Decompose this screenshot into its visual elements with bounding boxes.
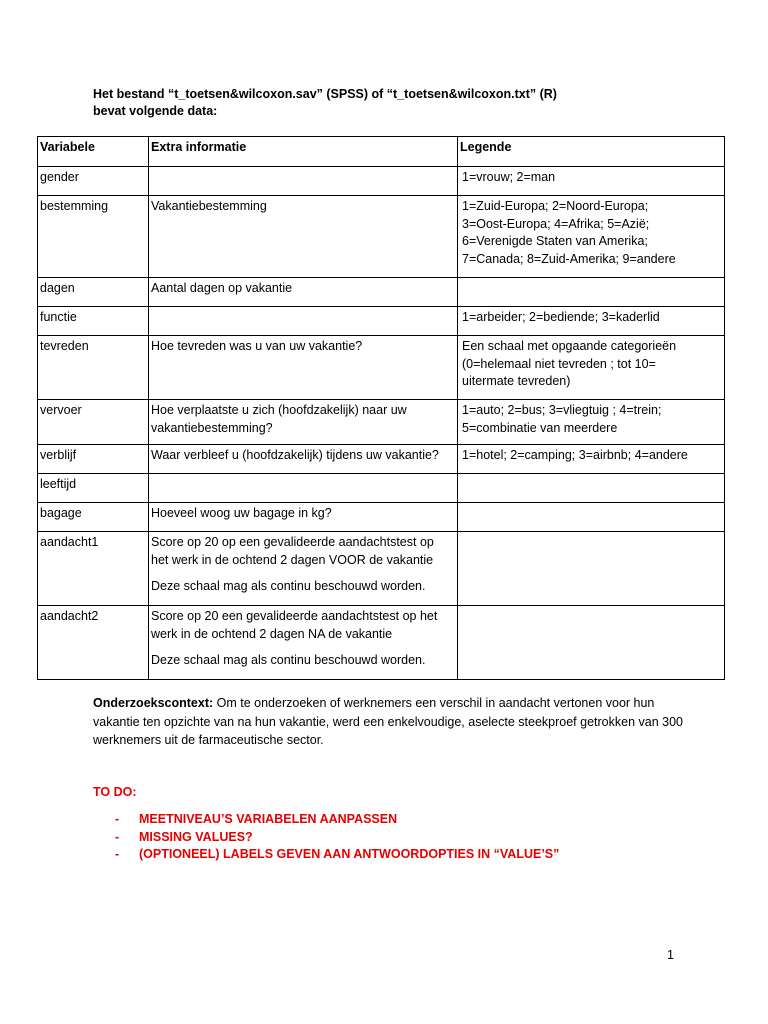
header-extra-informatie: Extra informatie: [149, 137, 458, 167]
legend-line: 1=Zuid-Europa; 2=Noord-Europa;: [462, 199, 649, 213]
table-row: [38, 196, 725, 278]
info-text: [151, 608, 455, 643]
header-legende: Legende: [458, 137, 725, 167]
cell-variable: functie: [38, 307, 149, 336]
legend-line: 6=Verenigde Staten van Amerika;: [462, 234, 648, 248]
info-line: werk in de ochtend 2 dagen NA de vakantie: [151, 626, 393, 641]
cell-legend: [458, 336, 725, 400]
info-line: Hoe verplaatste u zich (hoofdzakelijk) naar uw: [151, 403, 407, 417]
todo-section: [93, 785, 559, 864]
table-header-row: [38, 137, 725, 167]
cell-extra-info: [149, 400, 458, 445]
todo-item-text: MISSING VALUES?: [139, 829, 253, 844]
cell-variable: tevreden: [38, 336, 149, 400]
intro-text: [93, 86, 557, 120]
todo-bullet: -: [115, 847, 120, 861]
info-line: Waar verbleef u (hoofdzakelijk) tijdens uw vakantie?: [151, 448, 439, 462]
info-note: Deze schaal mag als continu beschouwd worden.: [151, 579, 426, 593]
cell-variable: bagage: [38, 503, 149, 532]
info-text: [151, 402, 455, 437]
cell-variable: vervoer: [38, 400, 149, 445]
research-context: [93, 694, 693, 750]
todo-item: [93, 829, 559, 847]
todo-item: [93, 811, 559, 829]
table-row: [38, 503, 725, 532]
todo-bullet: -: [115, 812, 120, 826]
cell-variable: dagen: [38, 278, 149, 307]
table-row: [38, 606, 725, 680]
cell-extra-info: [149, 278, 458, 307]
info-text: [151, 447, 455, 465]
cell-variable: gender: [38, 167, 149, 196]
legend-line: 5=combinatie van meerdere: [462, 420, 618, 435]
todo-list: [93, 811, 559, 864]
table-row: [38, 532, 725, 606]
todo-item-text: (OPTIONEEL) LABELS GEVEN AAN ANTWOORDOPTIES IN “VALUE’S”: [139, 847, 560, 861]
cell-extra-info: [149, 503, 458, 532]
cell-extra-info: [149, 532, 458, 606]
intro-line-2: bevat volgende data:: [93, 104, 218, 118]
legend-line: (0=helemaal niet tevreden ; tot 10=: [462, 356, 656, 371]
info-line: Aantal dagen op vakantie: [151, 281, 293, 295]
cell-extra-info: [149, 167, 458, 196]
legend-line: 1=vrouw; 2=man: [462, 170, 556, 184]
cell-legend: [458, 532, 725, 606]
legend-line: 1=arbeider; 2=bediende; 3=kaderlid: [462, 310, 660, 324]
table-row: [38, 400, 725, 445]
info-line: het werk in de ochtend 2 dagen VOOR de vakantie: [151, 552, 434, 567]
todo-item: [93, 846, 559, 864]
legend-line: 1=auto; 2=bus; 3=vliegtuig ; 4=trein;: [462, 403, 662, 417]
cell-legend: [458, 167, 725, 196]
info-line: Hoeveel woog uw bagage in kg?: [151, 506, 332, 520]
legend-line: 1=hotel; 2=camping; 3=airbnb; 4=andere: [462, 448, 688, 462]
variables-table: [37, 136, 725, 680]
cell-variable: aandacht1: [38, 532, 149, 606]
info-text: [151, 198, 455, 216]
cell-legend: [458, 307, 725, 336]
info-line: Score op 20 op een gevalideerde aandachtstest op: [151, 535, 434, 549]
cell-legend: [458, 278, 725, 307]
table-row: [38, 167, 725, 196]
page-number: 1: [667, 948, 674, 962]
info-line: Hoe tevreden was u van uw vakantie?: [151, 339, 363, 353]
table-row: [38, 474, 725, 503]
cell-extra-info: [149, 474, 458, 503]
info-line: Score op 20 een gevalideerde aandachtstest op het: [151, 609, 438, 623]
legend-line: 7=Canada; 8=Zuid-Amerika; 9=andere: [462, 251, 676, 266]
table-row: [38, 336, 725, 400]
info-text: [151, 338, 455, 356]
table-body: [38, 167, 725, 680]
context-text: Om te onderzoeken of werknemers een verschil in aandacht vertonen voor hun vakantie ten opzichte van na hun vakantie, werd een enkelvoudige, aselecte steekproef getrokken van 300 werknemers uit de farmaceutische sector.: [93, 696, 683, 747]
info-note: Deze schaal mag als continu beschouwd worden.: [151, 653, 426, 667]
cell-legend: [458, 400, 725, 445]
cell-legend: [458, 606, 725, 680]
todo-bullet: -: [115, 829, 120, 844]
intro-line-1: Het bestand “t_toetsen&wilcoxon.sav” (SPSS) of “t_toetsen&wilcoxon.txt” (R): [93, 87, 557, 101]
legend-line: Een schaal met opgaande categorieën: [462, 339, 677, 353]
table-row: [38, 445, 725, 474]
context-label: Onderzoekscontext:: [93, 696, 214, 710]
todo-title: TO DO:: [93, 785, 137, 799]
legend-line: uitermate tevreden): [462, 374, 571, 388]
header-variabele: Variabele: [38, 137, 149, 167]
info-text: [151, 534, 455, 569]
cell-legend: [458, 196, 725, 278]
cell-legend: [458, 445, 725, 474]
cell-legend: [458, 503, 725, 532]
table-row: [38, 278, 725, 307]
cell-legend: [458, 474, 725, 503]
cell-extra-info: [149, 445, 458, 474]
info-text: [151, 280, 455, 298]
cell-extra-info: [149, 336, 458, 400]
info-line: vakantiebestemming?: [151, 420, 273, 435]
cell-variable: verblijf: [38, 445, 149, 474]
info-line: Vakantiebestemming: [151, 199, 267, 213]
cell-variable: aandacht2: [38, 606, 149, 680]
todo-item-text: MEETNIVEAU’S VARIABELEN AANPASSEN: [139, 812, 398, 826]
cell-variable: bestemming: [38, 196, 149, 278]
cell-variable: leeftijd: [38, 474, 149, 503]
cell-extra-info: [149, 196, 458, 278]
info-text: [151, 505, 455, 523]
legend-line: 3=Oost-Europa; 4=Afrika; 5=Azië;: [462, 216, 650, 231]
cell-extra-info: [149, 307, 458, 336]
table-row: [38, 307, 725, 336]
cell-extra-info: [149, 606, 458, 680]
